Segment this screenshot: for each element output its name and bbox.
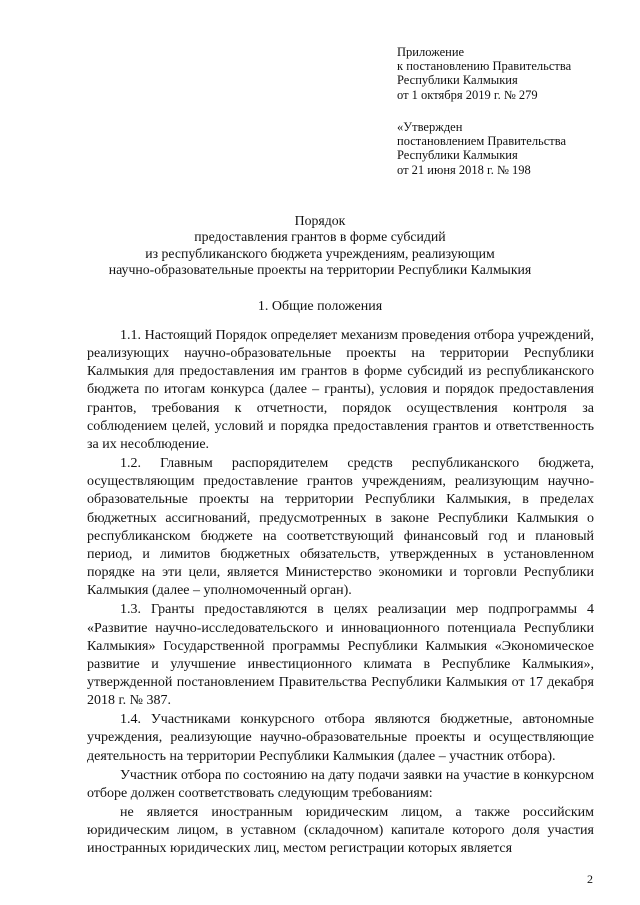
appendix-line: Республики Калмыкия xyxy=(397,73,518,88)
title-line: из республиканского бюджета учреждениям, реализующим xyxy=(145,245,495,261)
paragraph-foreign-entity: не является иностранным юридическим лицом, а также российским юридическим лицом, в уставном (складочном) капитале которого доля участия иностранных юридических лиц, местом регистрации которых является xyxy=(87,805,594,857)
paragraph-requirements: Участник отбора по состоянию на дату подачи заявки на участие в конкурсном отборе должен соответствовать следующим требованиям: xyxy=(87,767,594,801)
paragraph-1-3: 1.3. Гранты предоставляются в целях реализации мер подпрограммы 4 «Развитие научно-исследовательского и инновационного потенциала Республики Калмыкия» Государственной программы Республики Калмыкия «Экономическое развитие и улучшение инвестиционного климата в Республике Калмыкия», утвержденной постановлением Правительства Республики Калмыкия от 17 декабря 2018 г. № 387. xyxy=(87,602,594,709)
approval-line: от 21 июня 2018 г. № 198 xyxy=(397,162,531,177)
page-number: 2 xyxy=(587,872,593,886)
title-line: предоставления грантов в форме субсидий xyxy=(194,229,446,245)
appendix-line: от 1 октября 2019 г. № 279 xyxy=(397,87,538,102)
appendix-line: к постановлению Правительства xyxy=(397,59,572,74)
document-body xyxy=(87,327,594,860)
approval-block xyxy=(397,120,566,177)
appendix-block xyxy=(397,45,571,102)
section-heading: 1. Общие положения xyxy=(257,299,383,314)
paragraph-1-4: 1.4. Участниками конкурсного отбора являются бюджетные, автономные учреждения, реализующие научно-образовательные проекты и осуществляющие деятельность на территории Республики Калмыкия (далее – участник отбора). xyxy=(87,712,594,764)
title-line: Порядок xyxy=(294,213,346,228)
approval-line: «Утвержден xyxy=(397,120,463,134)
document-title xyxy=(60,213,580,279)
appendix-line: Приложение xyxy=(397,45,465,59)
paragraph-1-1: 1.1. Настоящий Порядок определяет механизм проведения отбора учреждений, реализующих научно-образовательные проекты на территории Республики Калмыкия для предоставления им грантов в форме субсидий из республиканского бюджета по итогам конкурса (далее – гранты), условия и порядок предоставления грантов, требования к отчетности, порядок осуществления контроля за соблюдением целей, условий и порядка предоставления грантов и ответственность за их несоблюдение. xyxy=(87,328,594,452)
approval-line: постановлением Правительства xyxy=(397,134,567,149)
approval-line: Республики Калмыкия xyxy=(397,148,518,163)
paragraph-1-2: 1.2. Главным распорядителем средств республиканского бюджета, осуществляющим предоставление грантов учреждениям, реализующим научно-образовательные проекты на территории Республики Калмыкия, в пределах бюджетных ассигнований, предусмотренных в законе Республики Калмыкия о республиканском бюджете на соответствующий финансовый год и плановый период, и лимитов бюджетных обязательств, утвержденных в установленном порядке на эти цели, является Министерство экономики и торговли Республики Калмыкия (далее – уполномоченный орган). xyxy=(87,456,594,599)
title-line: научно-образовательные проекты на территории Республики Калмыкия xyxy=(108,262,532,278)
